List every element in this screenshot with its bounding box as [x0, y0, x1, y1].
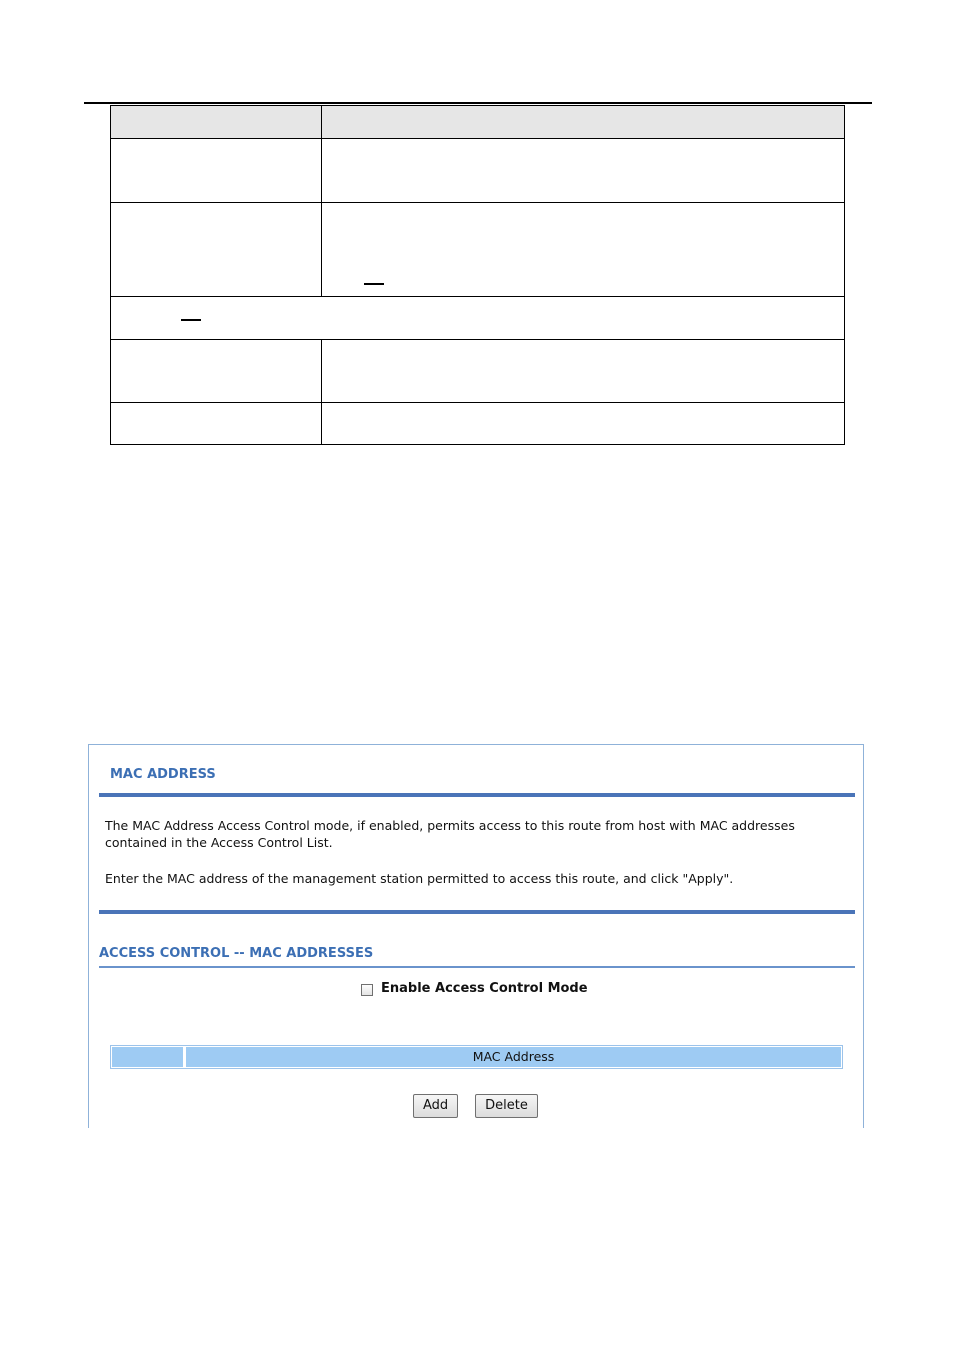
enable-access-control-row — [361, 980, 588, 996]
page-top-rule — [84, 102, 872, 104]
table-cell — [322, 203, 845, 297]
table-header-cell — [111, 106, 322, 139]
table-row — [111, 139, 845, 203]
delete-button[interactable]: Delete — [475, 1094, 538, 1118]
panel-description: The MAC Address Access Control mode, if enabled, permits access to this route from host with MAC addresses contained in the Access Control List. — [105, 818, 795, 850]
section-divider — [99, 910, 855, 914]
table-header-row — [111, 106, 845, 139]
column-header-mac-address: MAC Address — [186, 1047, 841, 1067]
table-row — [111, 203, 845, 297]
mac-address-panel — [88, 744, 864, 1128]
document-table — [110, 105, 845, 445]
add-button[interactable]: Add — [413, 1094, 458, 1118]
header-divider — [99, 793, 855, 797]
table-cell — [111, 203, 322, 297]
mac-address-table — [110, 1045, 843, 1069]
table-cell — [322, 403, 845, 445]
underline-mark — [364, 283, 384, 285]
action-buttons — [413, 1094, 538, 1118]
section-title: ACCESS CONTROL -- MAC ADDRESSES — [99, 946, 374, 961]
enable-access-control-label: Enable Access Control Mode — [381, 980, 588, 996]
table-cell — [111, 403, 322, 445]
panel-title: MAC ADDRESS — [110, 767, 216, 782]
panel-instruction: Enter the MAC address of the management station permitted to access this route, and click "Apply". — [105, 871, 734, 886]
table-row — [111, 297, 845, 340]
enable-access-control-checkbox[interactable] — [361, 984, 373, 996]
underline-mark — [181, 319, 201, 321]
table-row — [111, 403, 845, 445]
table-header-cell — [322, 106, 845, 139]
table-row — [111, 340, 845, 403]
table-cell — [111, 139, 322, 203]
table-cell — [111, 297, 845, 340]
column-header-index — [112, 1047, 183, 1067]
table-cell — [322, 139, 845, 203]
section-underline — [99, 966, 855, 968]
table-cell — [111, 340, 322, 403]
table-cell — [322, 340, 845, 403]
